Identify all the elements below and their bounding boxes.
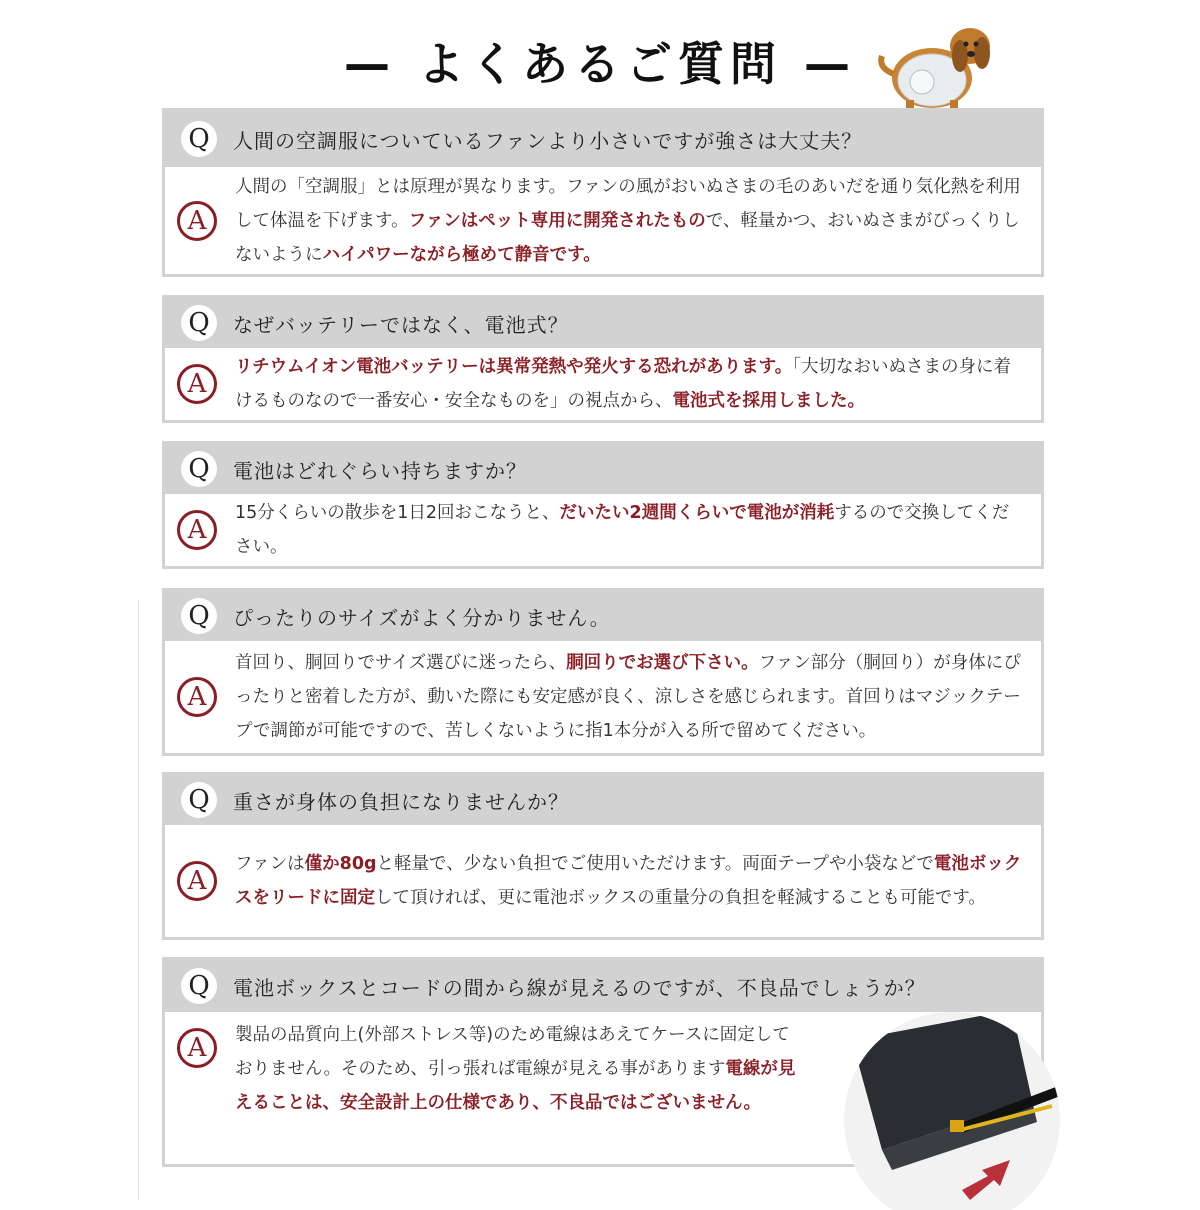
answer-span: ファン部分（胴回り）が身体にぴったりと密着した方が、動いた際にも安定感が良く、涼しさを感じられます。首回りはマジックテープで調節が可能ですので、苦しくないように指1本分が入る所で留めてください。 xyxy=(235,653,1021,741)
answer-row xyxy=(165,494,1041,566)
answer-text xyxy=(235,646,1041,748)
answer-span: ファンは xyxy=(235,854,305,874)
question-text: 人間の空調服についているファンより小さいですが強さは大丈夫？ xyxy=(233,128,863,153)
answer-row xyxy=(165,641,1041,753)
question-text: なぜバッテリーではなく、電池式？ xyxy=(233,312,569,337)
question-row xyxy=(165,591,1041,641)
a-badge: A xyxy=(177,510,217,550)
q-badge: Q xyxy=(181,598,217,634)
answer-highlight: ハイパワーながら極めて静音です。 xyxy=(322,244,601,265)
answer-text xyxy=(235,847,1041,915)
faq-item xyxy=(162,772,1044,940)
q-badge: Q xyxy=(181,968,217,1004)
answer-highlight: ファンはペット専用に開発されたもの xyxy=(408,210,706,231)
page-title: — よくあるご質問 — xyxy=(343,37,857,91)
answer-row xyxy=(165,167,1041,274)
answer-span: 首回り、胴回りでサイズ選びに迷ったら、 xyxy=(235,653,567,673)
faq-item xyxy=(162,295,1044,423)
a-badge: A xyxy=(177,1028,217,1068)
answer-highlight: 電線が見えることは、安全設計上の仕様であり、不良品ではございません。 xyxy=(235,1059,796,1113)
answer-highlight: リチウムイオン電池バッテリーは異常発熱や発火する恐れがあります。 xyxy=(235,357,793,377)
a-badge: A xyxy=(177,677,217,717)
answer-highlight: 電池ボックスをリードに固定 xyxy=(235,854,1022,908)
q-badge: Q xyxy=(181,305,217,341)
question-row xyxy=(165,960,1041,1012)
answer-span: して頂ければ、更に電池ボックスの重量分の負担を軽減することも可能です。 xyxy=(375,888,986,908)
q-badge: Q xyxy=(181,121,217,157)
question-text: 電池はどれぐらい持ちますか？ xyxy=(233,458,527,483)
answer-span: 製品の品質向上(外部ストレス等)のため電線はあえてケースに固定しておりません。そのため、引っ張れば電線が見える事があります xyxy=(235,1025,790,1079)
faq-item xyxy=(162,441,1044,569)
a-badge: A xyxy=(177,364,217,404)
question-row xyxy=(165,111,1041,167)
answer-text xyxy=(235,170,1041,272)
divider-line xyxy=(138,600,139,1200)
answer-span: 15分くらいの散歩を1日2回おこなうと、 xyxy=(235,503,560,523)
answer-row xyxy=(165,825,1041,937)
answer-highlight: 僅か80g xyxy=(304,854,377,874)
question-row xyxy=(165,444,1041,494)
answer-highlight: 電池式を採用しました。 xyxy=(672,391,865,411)
faq-item xyxy=(162,588,1044,756)
answer-span: するので交換してください。 xyxy=(235,503,1010,557)
answer-highlight: 胴回りでお選び下さい。 xyxy=(566,653,759,673)
q-badge: Q xyxy=(181,782,217,818)
answer-span: と軽量で、少ない負担でご使用いただけます。両面テープや小袋などで xyxy=(376,854,934,874)
question-text: ぴったりのサイズがよく分かりません。 xyxy=(233,605,611,630)
answer-span: 「大切なおいぬさまの身に着けるものなので一番安心・安全なものを」の視点から、 xyxy=(235,357,1011,411)
question-text: 電池ボックスとコードの間から線が見えるのですが、不良品でしょうか？ xyxy=(233,975,926,1000)
faq-item xyxy=(162,108,1044,277)
question-text: 重さが身体の負担になりませんか？ xyxy=(233,789,569,814)
q-badge: Q xyxy=(181,451,217,487)
answer-text xyxy=(235,496,1041,564)
answer-text xyxy=(235,350,1041,418)
battery-box-photo xyxy=(842,1010,1062,1210)
a-badge: A xyxy=(177,861,217,901)
answer-span: で、軽量かつ、おいぬさまがびっくりしないように xyxy=(235,210,1020,265)
answer-span: 人間の「空調服」とは原理が異なります。ファンの風がおいぬさまの毛のあいだを通り気化熱を利用して体温を下げます。 xyxy=(235,176,1021,231)
a-badge: A xyxy=(177,201,217,241)
answer-highlight: だいたい2週間くらいで電池が消耗 xyxy=(559,503,835,523)
question-row xyxy=(165,775,1041,825)
question-row xyxy=(165,298,1041,348)
answer-text xyxy=(235,1012,823,1120)
answer-row xyxy=(165,348,1041,420)
